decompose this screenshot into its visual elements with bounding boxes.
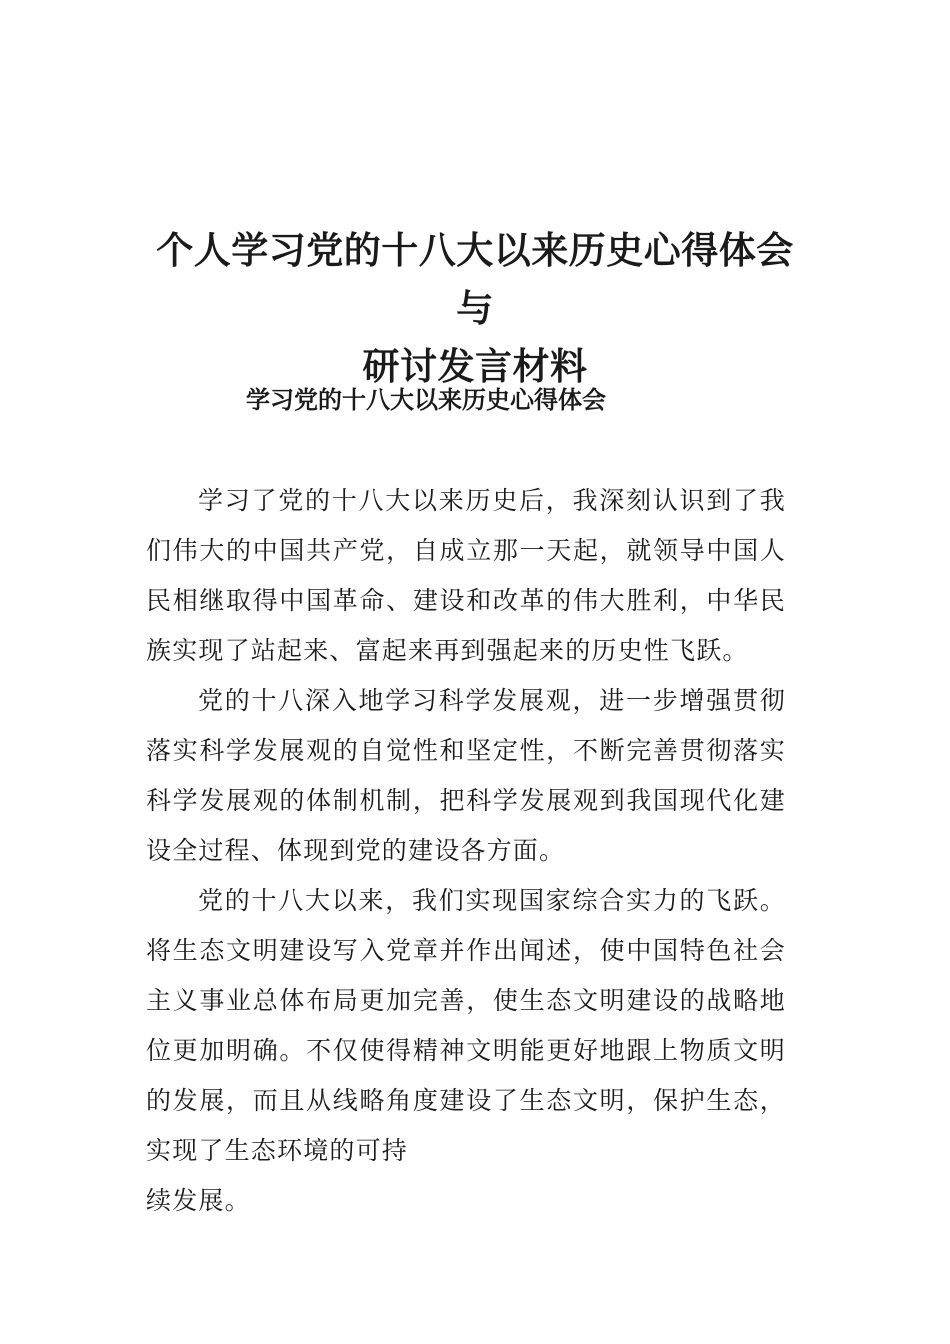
paragraph-2: 党的十八深入地学习科学发展观，进一步增强贯彻落实科学发展观的自觉性和坚定性，不断完善贯彻落实科学发展观的体制机制，把科学发展观到我国现代化建设全过程、体现到党的建设各方面。 xyxy=(146,686,786,865)
body-text xyxy=(146,476,786,1226)
title-line-2: 研讨发言材料 xyxy=(362,345,588,388)
paragraph-1: 学习了党的十八大以来历史后，我深刻认识到了我们伟大的中国共产党，自成立那一天起，就领导中国人民相继取得中国革命、建设和改革的伟大胜利，中华民族实现了站起来、富起来再到强起来的历史性飞跃。 xyxy=(146,486,786,665)
paragraph-3: 党的十八大以来，我们实现国家综合实力的飞跃。将生态文明建设写入党章并作出闻述，使中国特色社会主义事业总体布局更加完善，使生态文明建设的战略地位更加明确。不仅使得精神文明能更好地跟上物质文明的发展，而且从线略角度建设了生态文明，保护生态，实现了生态环境的可持 xyxy=(146,886,786,1165)
section-subtitle: 学习党的十八大以来历史心得体会 xyxy=(246,386,606,414)
paragraph-3-tail: 续发展。 xyxy=(146,1186,251,1215)
title-line-1: 个人学习党的十八大以来历史心得体会与 xyxy=(156,229,794,330)
document-title xyxy=(140,222,810,396)
